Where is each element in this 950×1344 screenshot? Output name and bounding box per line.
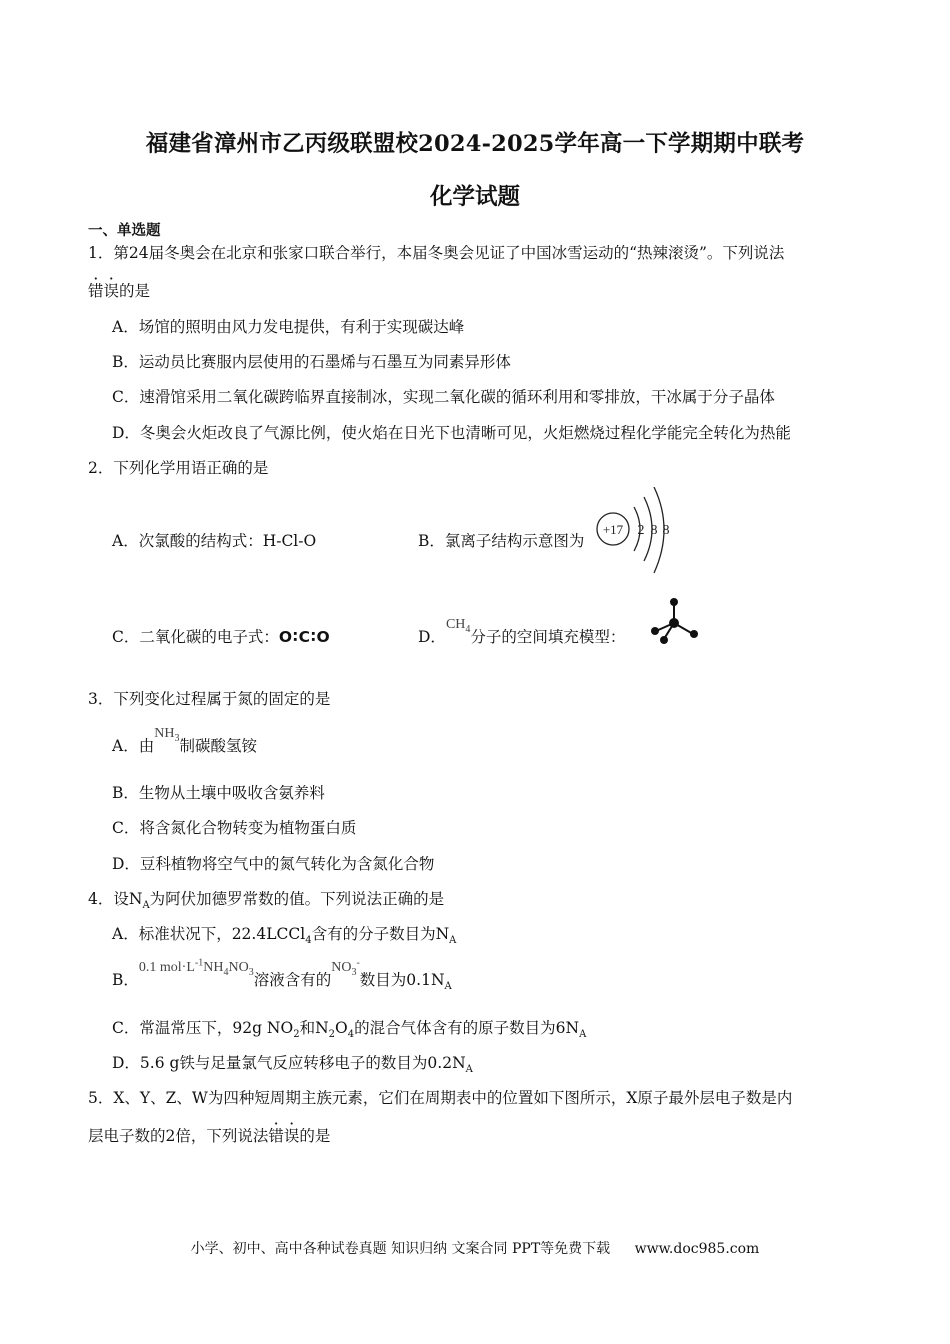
footer-url[interactable]: www.doc985.com [634,1241,760,1257]
q4-c-mid2: O [335,1019,348,1037]
q4-c-sub4: 4 [347,1029,355,1041]
q5-stem-post: 的是 [299,1127,331,1145]
q5-stem-pre: 层电子数的2倍，下列说法 [88,1127,269,1145]
q4-stem-pre: 4．设N [88,890,143,908]
nucleus-charge: +17 [602,522,624,537]
q5-stem-line1: 5．X、Y、Z、W为四种短周期主族元素，它们在周期表中的位置如下图所示，X原子最外层电子数是内 [88,1089,793,1107]
q2-option-d-label: D． [418,628,446,646]
shell-electrons-3: 8 [662,523,670,538]
q4-c-pre: C．常温常压下，92g NO [112,1019,294,1037]
q4-d-suba: A [465,1064,473,1076]
chloride-ion-structure-diagram [594,487,680,575]
q4-b-label: B． [112,971,139,989]
q4-b-f3: NO [228,960,249,975]
q4-d-pre: D．5.6 g铁与足量氯气反应转移电子的数目为0.2N [112,1054,466,1072]
q4-b-ion: NO [331,960,352,975]
paper-title-line1: 福建省漳州市乙丙级联盟校2024-2025学年高一下学期期中联考 [145,131,805,157]
q4-b-f2: NH [203,960,224,975]
q2-option-d-text: 分子的空间填充模型： [470,628,626,646]
section-heading: 一、单选题 [88,223,161,239]
q3-option-b: B．生物从土壤中吸收含氨养料 [112,784,325,802]
q2-option-b: B．氯离子结构示意图为 [418,532,585,550]
q4-c-sub2: 2 [293,1029,300,1041]
q4-b-sub4: 4 [223,966,229,978]
nh3-formula-sub: 3 [174,732,180,744]
q3-option-a [112,726,257,759]
q1-option-c: C．速滑馆采用二氧化碳跨临界直接制冰，实现二氧化碳的循环利用和零排放，干冰属于分子晶体 [112,388,775,406]
ch4-space-filling-model [648,597,700,645]
q1-emph-char2: 误 [103,282,120,300]
q4-stem-sub: A [142,900,150,912]
q3-option-a-text: 制碳酸氢铵 [179,737,257,755]
q5-emph-char1: 错 [268,1127,284,1145]
q4-c-suba: A [579,1029,587,1041]
nh3-formula-main: NH [154,726,175,741]
q4-a-pre: A．标准状况下，22.4LCCl [112,925,306,943]
ch4-formula [445,617,471,635]
nh3-formula [154,726,180,744]
q2-option-d [418,617,626,650]
q1-stem-line2 [88,281,150,301]
paper-title-line2: 化学试题 [429,184,520,210]
q4-c-post: 的混合气体含有的原子数目为6N [354,1019,580,1037]
q5-stem-line2 [88,1126,330,1146]
q4-c-mid: 和N [299,1019,329,1037]
shell-electrons-2: 8 [650,523,658,538]
q4-b-text2: 数目为0.1N [359,971,445,989]
ch4-formula-main: CH [445,617,466,632]
q4-stem-post: 为阿伏加德罗常数的值。下列说法正确的是 [149,890,445,908]
q4-b-sup: -1 [194,957,204,969]
q3-option-a-label: A．由 [112,737,155,755]
q2-stem: 2．下列化学用语正确的是 [88,459,269,477]
q4-b-ion-sup: - [356,957,360,969]
q4-stem [88,889,444,912]
q4-b-ion-sub: 3 [351,966,357,978]
q4-b-ion-formula [331,957,360,978]
shell-electrons-1: 2 [637,523,645,538]
q4-option-d [112,1053,473,1076]
q1-option-b: B．运动员比赛服内层使用的石墨烯与石墨互为同素异形体 [112,353,511,371]
q2-option-c [112,627,331,647]
footer-text: 小学、初中、高中各种试卷真题 知识归纳 文案合同 PPT等免费下载 [190,1241,611,1257]
q4-c-sub2b: 2 [328,1029,336,1041]
q4-option-a [112,924,456,947]
q4-b-f1: 0.1 mol·L [138,960,195,975]
q1-stem-end: 的是 [119,282,151,300]
q4-b-text1: 溶液含有的 [253,971,332,989]
q3-option-d: D．豆科植物将空气中的氮气转化为含氮化合物 [112,855,435,873]
q5-emph-char2: 误 [283,1127,300,1145]
q4-b-sub3: 3 [248,966,254,978]
ch4-formula-sub: 4 [465,623,471,635]
page-footer [0,1238,950,1258]
q3-stem: 3．下列变化过程属于氮的固定的是 [88,690,331,708]
q1-option-d: D．冬奥会火炬改良了气源比例，使火焰在日光下也清晰可见，火炬燃烧过程化学能完全转化为热能 [112,424,791,442]
q2-option-a: A．次氯酸的结构式：H-Cl-O [112,532,317,550]
q4-a-sub4: 4 [305,935,312,947]
q4-option-c [112,1018,586,1041]
q2-option-c-label: C．二氧化碳的电子式： [112,628,279,646]
q4-a-suba: A [449,935,457,947]
q1-emph-char1: 错 [88,282,104,300]
q1-stem-line1: 1．第24届冬奥会在北京和张家口联合举行，本届冬奥会见证了中国冰雪运动的“热辣滚烫”。下列说法 [88,244,785,262]
q4-b-concentration-formula [138,957,254,978]
co2-electron-formula: O∶C∶O [278,628,331,646]
q4-a-mid: 含有的分子数目为N [311,925,450,943]
q3-option-c: C．将含氮化合物转变为植物蛋白质 [112,819,357,837]
q4-b-suba: A [444,981,452,993]
q1-option-a: A．场馆的照明由风力发电提供，有利于实现碳达峰 [112,318,465,336]
